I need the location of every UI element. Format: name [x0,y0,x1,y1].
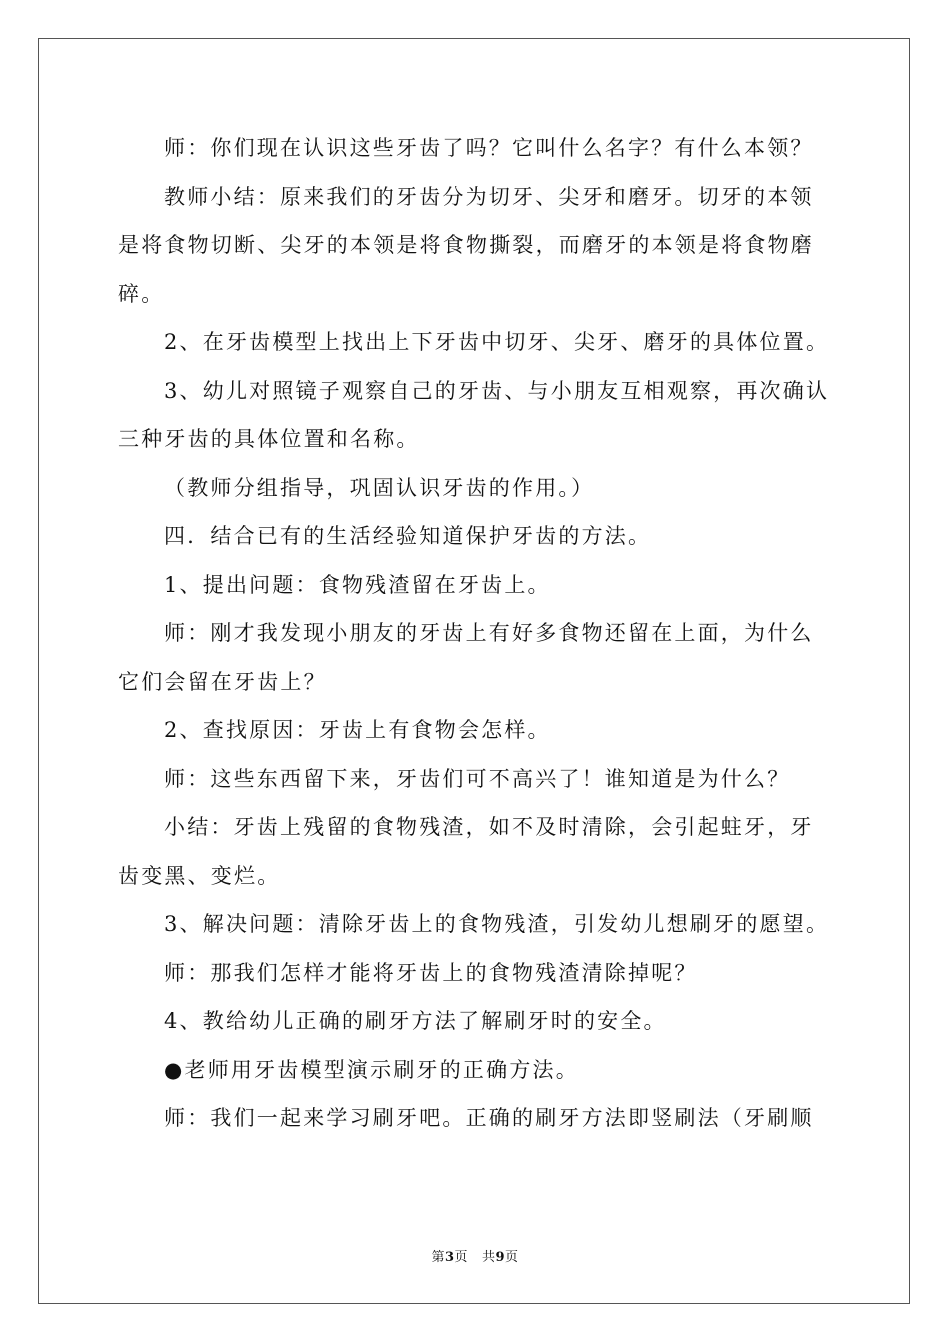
paragraph: 师：你们现在认识这些牙齿了吗？它叫什么名字？有什么本领？ [164,136,814,160]
footer-total-unit: 页 [505,1250,519,1265]
paragraph: 教师小结：原来我们的牙齿分为切牙、尖牙和磨牙。切牙的本领是将食物切断、尖牙的本领是将食物撕裂，而磨牙的本领是将食物磨碎。 [118,184,814,306]
footer-total-prefix: 共 [481,1250,496,1265]
paragraph: 1、提出问题：食物残渣留在牙齿上。 [164,572,551,597]
paragraph: 2、查找原因：牙齿上有食物会怎样。 [164,718,551,742]
paragraph: 师：那我们怎样才能将牙齿上的食物残渣清除掉呢？ [164,960,698,985]
paragraph: 师：这些东西留下来，牙齿们可不高兴了！谁知道是为什么？ [164,766,791,791]
paragraph: 4、教给幼儿正确的刷牙方法了解刷牙时的安全。 [164,1009,667,1033]
page-footer [0,1246,950,1265]
paragraph: 3、解决问题：清除牙齿上的食物残渣，引发幼儿想刷牙的愿望。 [164,912,830,936]
footer-page-prefix: 第 [431,1250,445,1265]
paragraph: 3、幼儿对照镜子观察自己的牙齿、与小朋友互相观察，再次确认三种牙齿的具体位置和名称。 [118,378,830,451]
paragraph: 师：我们一起来学习刷牙吧。正确的刷牙方法即竖刷法（牙刷顺 [164,1106,814,1130]
footer-page-unit: 页 [454,1250,469,1265]
footer-page-current: 3 [444,1250,455,1265]
footer-page-total: 9 [495,1250,506,1265]
paragraph: （教师分组指导，巩固认识牙齿的作用。） [164,475,595,500]
document-body [118,124,834,1143]
paragraph: 四．结合已有的生活经验知道保护牙齿的方法。 [164,524,652,548]
paragraph: 2、在牙齿模型上找出上下牙齿中切牙、尖牙、磨牙的具体位置。 [164,330,830,354]
paragraph: ●老师用牙齿模型演示刷牙的正确方法。 [164,1057,579,1082]
paragraph: 师：刚才我发现小朋友的牙齿上有好多食物还留在上面，为什么它们会留在牙齿上？ [118,621,814,694]
paragraph: 小结：牙齿上残留的食物残渣，如不及时清除，会引起蛀牙，牙齿变黑、变烂。 [118,815,814,888]
